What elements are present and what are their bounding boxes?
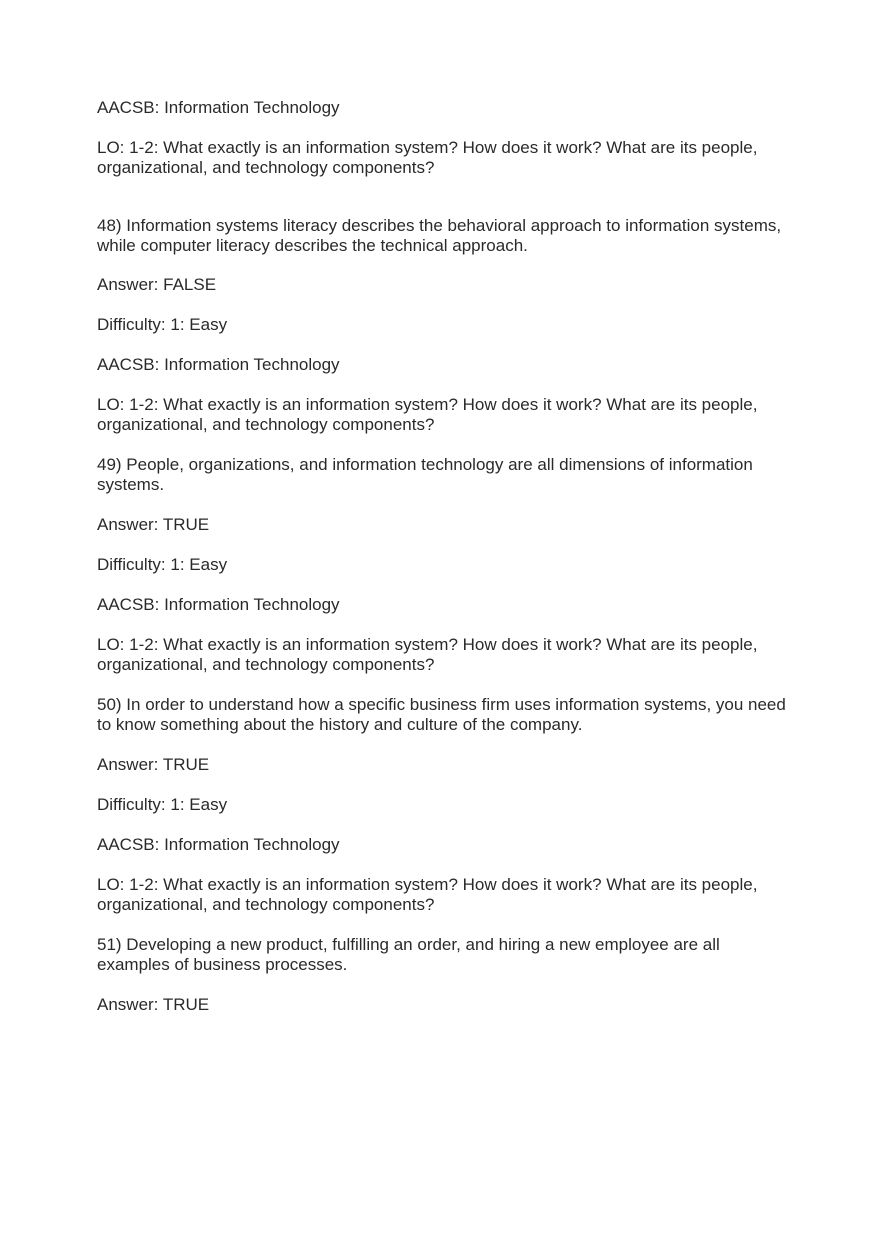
answer-line: Answer: TRUE <box>97 995 210 1014</box>
question-49: 49) People, organizations, and information technology are all dimensions of information systems. <box>97 455 753 494</box>
answer-line: Answer: FALSE <box>97 275 217 294</box>
difficulty-line: Difficulty: 1: Easy <box>97 555 228 574</box>
learning-objective: LO: 1-2: What exactly is an information system? How does it work? What are its people, organizational, and technology components? <box>97 138 758 177</box>
answer-line: Answer: TRUE <box>97 755 210 774</box>
question-48: 48) Information systems literacy describes the behavioral approach to information systems, while computer literacy describes the technical approach. <box>97 216 782 255</box>
aacsb-line: AACSB: Information Technology <box>97 835 340 854</box>
question-51: 51) Developing a new product, fulfilling an order, and hiring a new employee are all examples of business processes. <box>97 935 720 974</box>
document-body <box>97 98 787 1035</box>
question-50: 50) In order to understand how a specific business firm uses information systems, you need to know something about the history and culture of the company. <box>97 695 786 734</box>
learning-objective: LO: 1-2: What exactly is an information system? How does it work? What are its people, organizational, and technology components? <box>97 635 758 674</box>
answer-line: Answer: TRUE <box>97 515 210 534</box>
aacsb-line: AACSB: Information Technology <box>97 355 340 374</box>
difficulty-line: Difficulty: 1: Easy <box>97 315 228 334</box>
difficulty-line: Difficulty: 1: Easy <box>97 795 228 814</box>
learning-objective: LO: 1-2: What exactly is an information system? How does it work? What are its people, organizational, and technology components? <box>97 875 758 914</box>
learning-objective: LO: 1-2: What exactly is an information system? How does it work? What are its people, organizational, and technology components? <box>97 395 758 434</box>
aacsb-line: AACSB: Information Technology <box>97 595 340 614</box>
aacsb-line: AACSB: Information Technology <box>97 98 340 117</box>
